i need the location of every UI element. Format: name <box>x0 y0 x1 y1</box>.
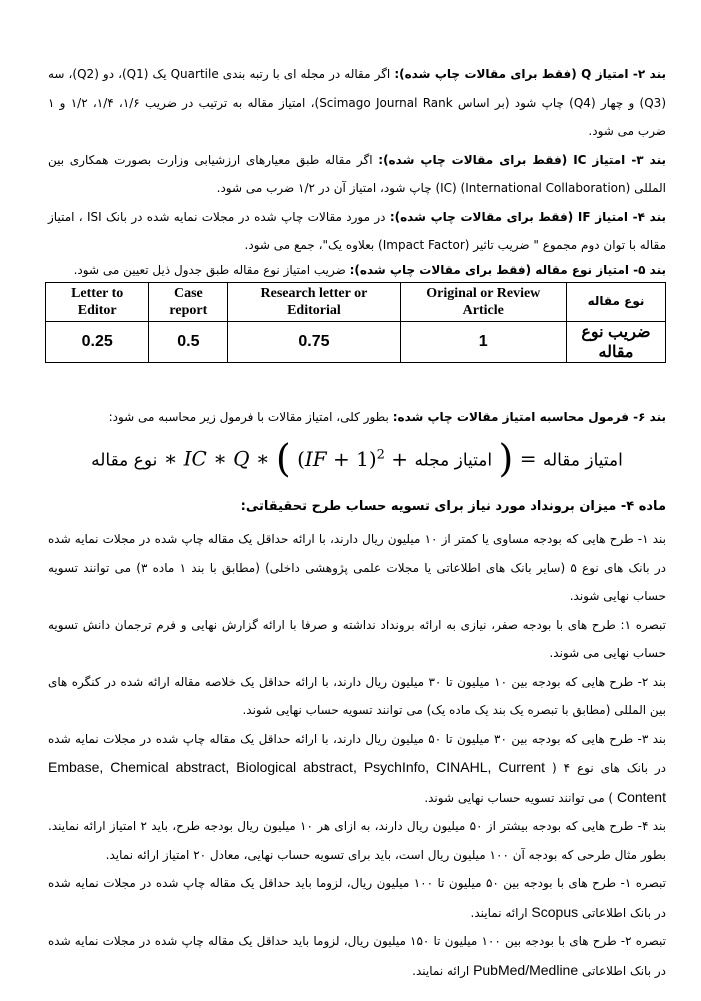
score-formula <box>48 433 666 481</box>
table-row-header-coef: ضریب نوع مقاله <box>567 321 666 362</box>
article-4-band-1: بند ۱- طرح هایی که بودجه مساوی یا کمتر از ۱۰ میلیون ریال دارند، با ارائه حداقل یک مقاله چاپ شده در مجلات نمایه شده در بانک های نوع ۵ (سایر بانک های اطلاعاتی یا مجلات علمی پژوهشی داخلی) (مطابق با بند ۱ ماده ۳) می توانند تسویه حساب نهایی شوند. <box>48 532 666 603</box>
article-4-note-1b <box>48 869 666 927</box>
formula-article-type: نوع مقاله <box>91 450 158 471</box>
band-3-text: اگر مقاله طبق معیارهای ارزشیابی وزارت بصورت همکاری بین المللی (International Collaboration) (IC) چاپ شود، امتیاز آن در ۱/۲ ضرب می شود. <box>48 152 666 195</box>
table-value-row <box>46 321 666 362</box>
article-4-note-1: تبصره ۱: طرح های با بودجه صفر، نیازی به ارائه برونداد نداشته و صرفا با ارائه گزارش نهایی و فرم ترجمان دانش تسویه حساب نهایی می شوند. <box>48 617 666 660</box>
article-4-title: ماده ۴- میزان برونداد مورد نیاز برای تسویه حساب طرح تحقیقاتی: <box>240 499 666 514</box>
note-1b-db: Scopus <box>531 903 579 920</box>
note-1b-prefix: تبصره ۱- طرح های با بودجه بین ۵۰ میلیون تا ۱۰۰ میلیون ریال، لزوما باید حداقل یک مقاله چاپ شده در مجلات نمایه شده در بانک اطلاعاتی <box>48 876 667 920</box>
band-4-paragraph <box>48 203 666 260</box>
formula-if-term: (IF + 1)$^2$ + <box>297 446 409 471</box>
formula-equals: = <box>519 446 537 471</box>
band-5-title: بند ۵- امتیاز نوع مقاله (فقط برای مقالات چاپ شده): <box>349 262 666 277</box>
formula-paren-close: ) <box>498 436 514 481</box>
band-3-prefix: بند ۳- طرح هایی که بودجه بین ۳۰ میلیون تا ۵۰ میلیون ریال دارند، با ارائه حداقل یک مقاله چاپ شده در مجلات نمایه شده در بانک های نوع ۴ ( <box>48 731 667 775</box>
band-4-text: در مورد مقالات چاپ شده در مجلات نمایه شده در بانک ISI ، امتیاز مقاله با توان دوم مجموع " ضریب تاثیر (Impact Factor) بعلاوه یک"، جمع می شود. <box>48 209 666 252</box>
formula-journal-score: امتیاز مجله <box>414 450 493 471</box>
article-4-band-3 <box>48 725 666 813</box>
band-2-title: بند ۲- امتیاز Q (فقط برای مقالات چاپ شده): <box>394 67 666 81</box>
band-2-paragraph <box>48 60 666 146</box>
band-5-text: ضریب امتیاز نوع مقاله طبق جدول ذیل تعیین می شود. <box>73 262 346 277</box>
table-header-row <box>46 282 666 321</box>
band-3-title: بند ۳- امتیاز IC (فقط برای مقالات چاپ شده): <box>378 152 666 167</box>
article-4-band-2: بند ۲- طرح هایی که بودجه بین ۱۰ میلیون تا ۳۰ میلیون ریال دارند، با ارائه حداقل یک خلاصه مقاله ارائه شده در کنگره های بین المللی (مطابق با تبصره یک بند یک ماده یک) می توانند تسویه حساب نهایی شوند. <box>48 674 667 717</box>
formula-lhs: امتیاز مقاله <box>542 450 623 471</box>
formula-paren-open: ( <box>275 436 291 481</box>
band-6-paragraph <box>48 403 666 432</box>
table-val-case-report: 0.5 <box>149 321 228 362</box>
note-1b-suffix: ارائه نمایند. <box>470 905 528 920</box>
band-3-databases: Embase, Chemical abstract, Biological abstract, PsychInfo, CINAHL, Current Content <box>48 759 666 805</box>
band-4-title: بند ۴- امتیاز IF (فقط برای مقالات چاپ شده): <box>389 209 666 224</box>
table-col-original: Original or Review Article <box>400 282 566 321</box>
article-4-note-2 <box>48 927 666 985</box>
table-val-research-letter: 0.75 <box>228 321 400 362</box>
table-val-original: 1 <box>400 321 566 362</box>
band-6-text: بطور کلی، امتیاز مقالات با فرمول زیر محاسبه می شود: <box>108 409 389 424</box>
table-col-research-letter: Research letter or Editorial <box>228 282 400 321</box>
band-3-paragraph <box>48 146 666 203</box>
band-5-paragraph <box>48 260 666 280</box>
note-2-suffix: ارائه نمایند. <box>412 963 470 978</box>
note-2-db: PubMed/Medline <box>473 961 579 978</box>
note-2-prefix: تبصره ۲- طرح های با بودجه بین ۱۰۰ میلیون تا ۱۵۰ میلیون ریال، لزوما باید حداقل یک مقاله چاپ شده در مجلات نمایه شده در بانک اطلاعاتی <box>48 934 667 978</box>
table-val-letter-editor: 0.25 <box>46 321 149 362</box>
table-row-header-type: نوع مقاله <box>567 282 666 321</box>
band-2-text: اگر مقاله در مجله ای با رتبه بندی Quartile یک (Q1)، دو (Q2)، سه (Q3) و چهار (Q4) چاپ شود (بر اساس Scimago Journal Rank)، امتیاز مقاله به ترتیب در ضریب ۱/۶، ۱/۴، ۱/۲ و ۱ ضرب می شود. <box>48 67 666 138</box>
band-3-suffix: ) می توانند تسویه حساب نهایی شوند. <box>424 790 614 805</box>
band-6-title: بند ۶- فرمول محاسبه امتیاز مقالات چاپ شده: <box>392 409 666 424</box>
article-4-band-4: بند ۴- طرح هایی که بودجه بیشتر از ۵۰ میلیون ریال دارند، به ازای هر ۱۰ میلیون ریال بودجه طرح، باید ۲ امتیاز ارائه نمایند. بطور مثال طرحی که بودجه آن ۱۰۰ میلیون ریال است، باید برای تسویه حساب نهایی، معادل ۲۰ امتیاز ارائه نماید. <box>48 819 666 862</box>
table-col-letter-editor: Letter to Editor <box>46 282 149 321</box>
article-type-table <box>45 282 666 363</box>
formula-times-1: ∗ IC ∗ Q ∗ <box>163 446 270 471</box>
table-col-case-report: Case report <box>149 282 228 321</box>
document-page <box>48 60 666 985</box>
